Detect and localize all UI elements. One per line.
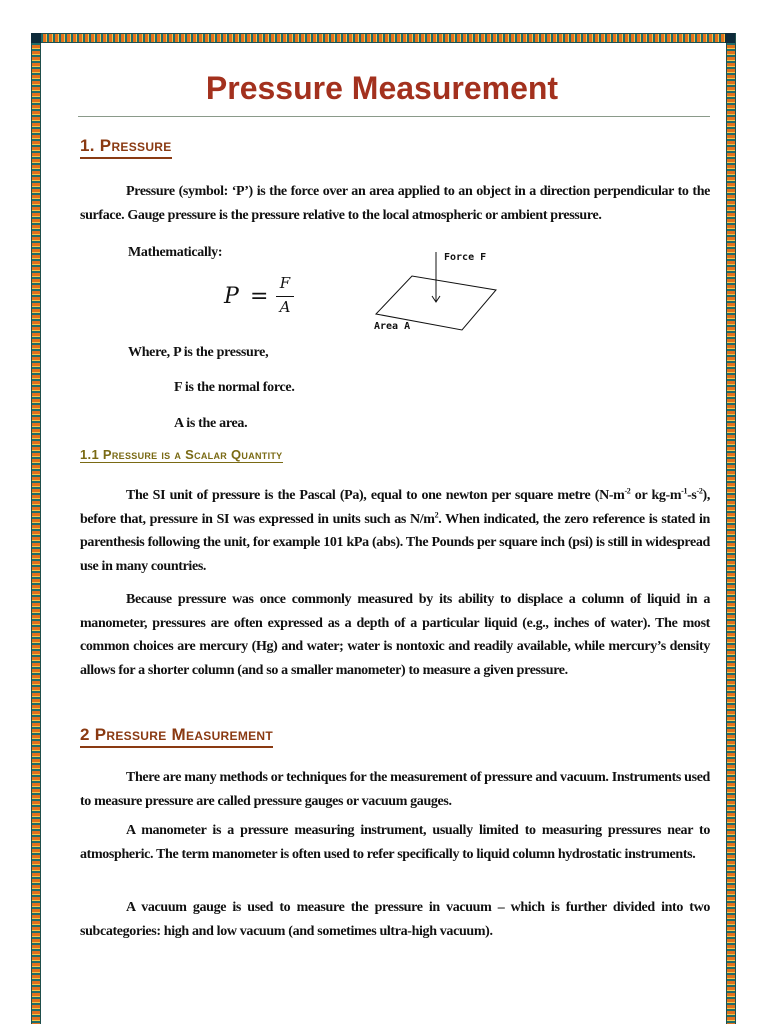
formula-equals: = bbox=[250, 284, 269, 309]
section-heading-pressure: 1. Pressure bbox=[80, 136, 172, 159]
formula-denominator: A bbox=[279, 298, 291, 316]
document-page bbox=[48, 44, 716, 1024]
formula-p: P bbox=[224, 284, 239, 309]
border-corner-top-right bbox=[725, 33, 735, 43]
decorative-border-top bbox=[31, 33, 736, 43]
force-area-diagram bbox=[368, 244, 548, 339]
manometer-definition-text: A manometer is a pressure measuring instrument, usually limited to measuring pressures near to atmospheric. The term manometer is often used to refer specifically to liquid column hydrostatic instruments. bbox=[80, 823, 710, 862]
vacuum-gauge-paragraph bbox=[80, 896, 710, 943]
superscript: -2 bbox=[696, 486, 703, 496]
si-unit-text-a: The SI unit of pressure is the Pascal (Pa), equal to one newton per square metre (N-m bbox=[126, 488, 625, 503]
superscript: -2 bbox=[624, 486, 631, 496]
superscript: -1 bbox=[681, 486, 688, 496]
mathematically-label: Mathematically: bbox=[128, 245, 223, 260]
si-unit-text-e: . When indicated, the zero reference is stated in parenthesis following the unit, for example 101 kPa (abs). The Pounds per square inch (psi) is still in widespread use in many countries. bbox=[80, 511, 710, 574]
manometer-history-text: Because pressure was once commonly measured by its ability to displace a column of liquid in a manometer, pressures are often expressed as a depth of a particular liquid (e.g., inches of water). The most common choices are mercury (Hg) and water; water is nontoxic and readily available, while mercury’s density allows for a shorter column (and so a smaller manometer) to measure a given pressure. bbox=[80, 592, 710, 678]
title-divider bbox=[78, 116, 710, 117]
subsection-heading-scalar-quantity: 1.1 Pressure is a Scalar Quantity bbox=[80, 447, 283, 462]
manometer-history-paragraph bbox=[80, 588, 710, 682]
where-a-line: A is the area. bbox=[174, 416, 248, 431]
area-label: Area A bbox=[374, 321, 411, 332]
force-label: Force F bbox=[444, 252, 487, 263]
section-heading-pressure-measurement: 2 Pressure Measurement bbox=[80, 725, 273, 748]
page-title: Pressure Measurement bbox=[205, 70, 559, 106]
formula-numerator: F bbox=[279, 274, 291, 292]
decorative-border-right bbox=[726, 33, 736, 1024]
si-unit-text-b: or kg-m bbox=[630, 488, 682, 503]
where-f-line: F is the normal force. bbox=[174, 380, 295, 395]
vacuum-gauge-text: A vacuum gauge is used to measure the pressure in vacuum – which is further divided into two subcategories: high and low vacuum (and sometimes ultra-high vacuum). bbox=[80, 900, 710, 939]
si-unit-paragraph bbox=[80, 484, 710, 578]
pressure-formula bbox=[224, 274, 314, 324]
methods-text: There are many methods or techniques for the measurement of pressure and vacuum. Instruments used to measure pressure are called pressure gauges or vacuum gauges. bbox=[80, 770, 710, 809]
manometer-definition-paragraph bbox=[80, 819, 710, 866]
si-unit-text-c: -s bbox=[687, 488, 697, 503]
si-unit-text-d: ), before that, pressure in SI was expressed in units such as N/m bbox=[80, 488, 710, 527]
methods-paragraph bbox=[80, 766, 710, 813]
superscript: 2 bbox=[434, 509, 439, 519]
pressure-intro-text: Pressure (symbol: ‘P’) is the force over an area applied to an object in a direction perpendicular to the surface. Gauge pressure is the pressure relative to the local atmospheric or ambient pressure. bbox=[80, 184, 710, 223]
where-p-line: Where, P is the pressure, bbox=[128, 345, 269, 360]
pressure-intro-paragraph bbox=[80, 180, 710, 227]
decorative-border-left bbox=[31, 33, 41, 1024]
border-corner-top-left bbox=[31, 33, 41, 43]
formula-fraction-bar bbox=[276, 296, 294, 297]
